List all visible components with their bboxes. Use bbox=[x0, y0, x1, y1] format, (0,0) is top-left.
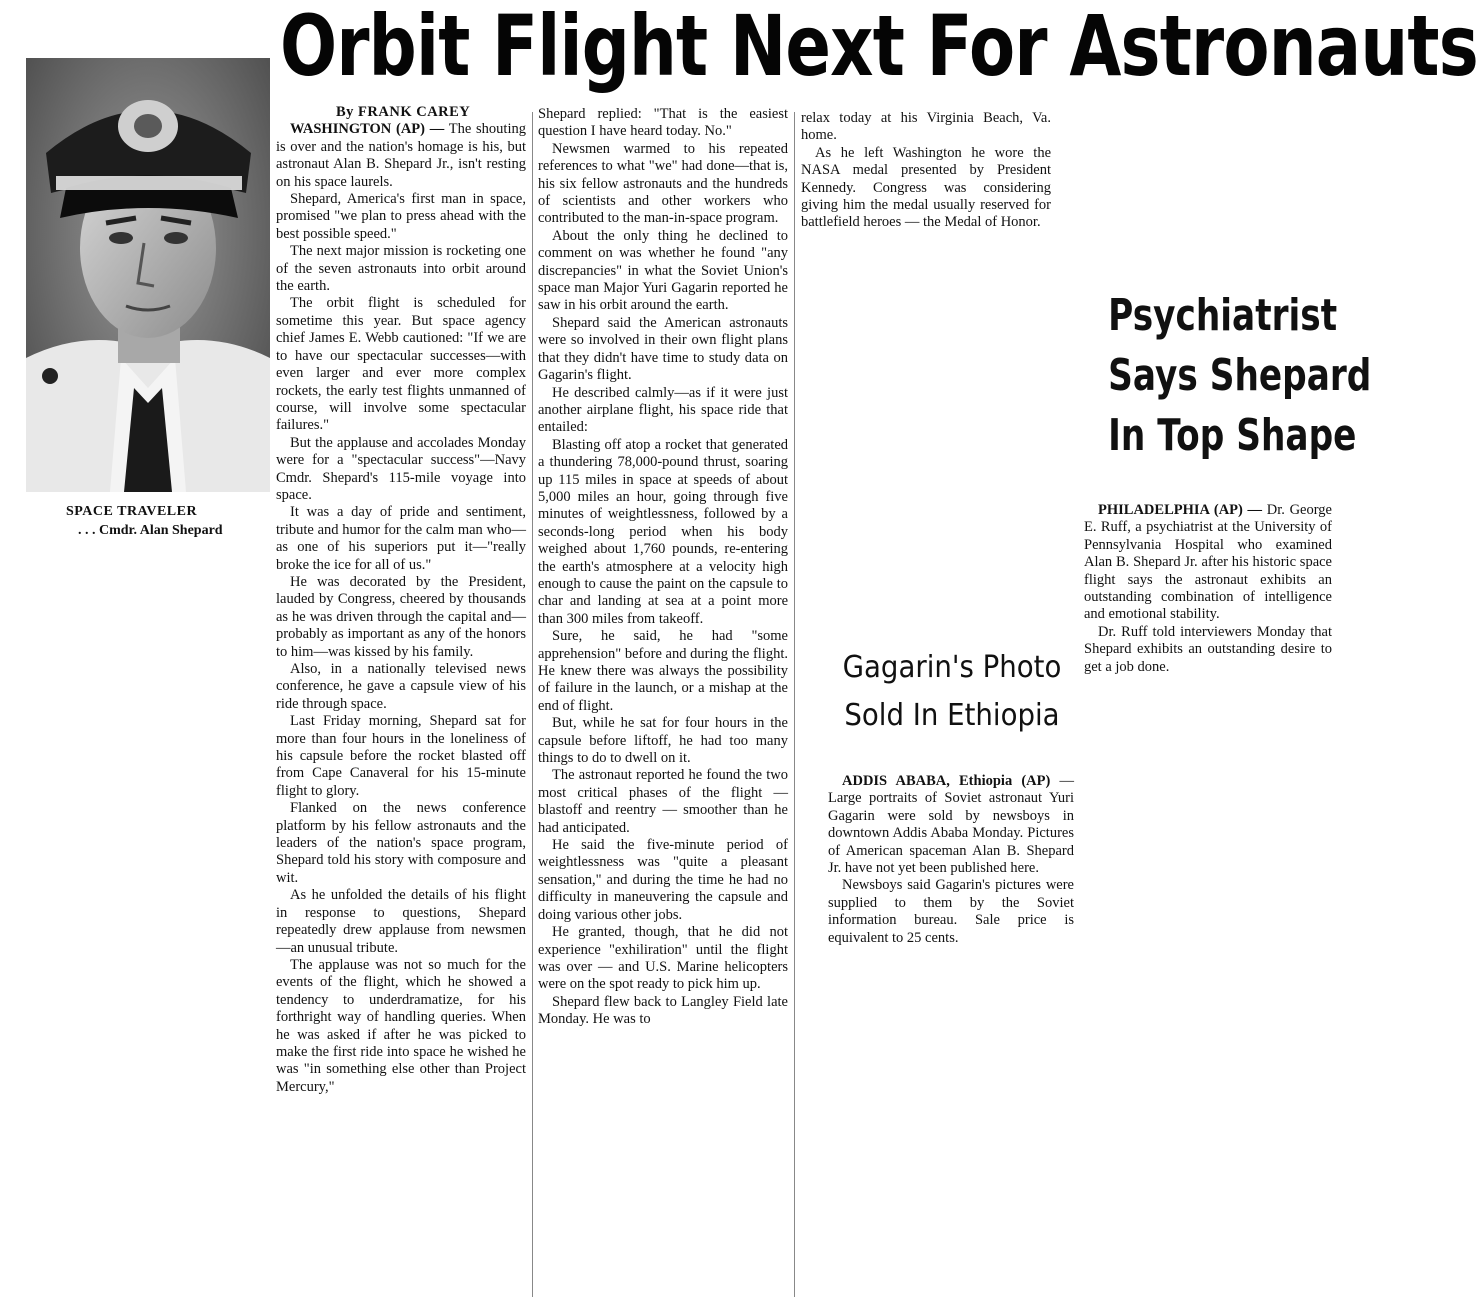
article-paragraph: It was a day of pride and sentiment, tribute and humor for the calm man who—as one of his superiors put it—"really broke the ice for all of us." bbox=[276, 504, 526, 573]
gagarin-story-body bbox=[828, 773, 1074, 989]
article-paragraph: Shepard flew back to Langley Field late Monday. He was to bbox=[538, 993, 788, 1028]
paragraph-text: The shouting is over and the nation's homage is his, but astronaut Alan B. Shepard Jr., isn't resting on his space laurels. bbox=[276, 121, 526, 190]
psychiatrist-headline bbox=[1080, 286, 1372, 466]
article-paragraph bbox=[276, 121, 526, 191]
headline-line: Gagarin's Photo bbox=[842, 650, 1062, 685]
article-paragraph: Newsboys said Gagarin's pictures were supplied to them by the Soviet information bureau. Sale price is equivalent to 25 cents. bbox=[828, 877, 1074, 946]
main-headline: Orbit Flight Next For Astronauts bbox=[280, 0, 1478, 95]
article-paragraph: About the only thing he declined to comment on was whether he found "any discrepancies" in what the Soviet Union's space man Major Yuri Gagarin reported he saw in his orbit around the earth. bbox=[538, 227, 788, 314]
headline-line: In Top Shape bbox=[1108, 410, 1357, 461]
main-story-column-3 bbox=[801, 110, 1051, 270]
article-paragraph: Newsmen warmed to his repeated references to what "we" had done—that is, his six fellow astronauts and the hundreds of scientists and other workers who contributed to the man-in-space program. bbox=[538, 140, 788, 227]
dateline: ADDIS ABABA, Ethiopia (AP) bbox=[842, 773, 1051, 789]
article-paragraph: As he unfolded the details of his flight in response to questions, Shepard repeatedly drew applause from newsmen—an unusual tribute. bbox=[276, 887, 526, 956]
article-paragraph: Sure, he said, he had "some apprehension" before and during the flight. He knew there was always the possibility of failure in the launch, or a mishap at the end of flight. bbox=[538, 628, 788, 714]
article-paragraph: Shepard said the American astronauts were so involved in their own flight plans that they didn't have time to study data on Gagarin's flight. bbox=[538, 314, 788, 384]
photo-caption-title: SPACE TRAVELER bbox=[66, 504, 198, 519]
article-paragraph: Also, in a nationally televised news conference, he gave a capsule view of his ride through space. bbox=[276, 661, 526, 712]
headline-line: Says Shepard bbox=[1108, 350, 1372, 401]
article-paragraph: As he left Washington he wore the NASA medal presented by President Kennedy. Congress was considering giving him the medal usually reserved for battlefield heroes — the Medal of Honor. bbox=[801, 144, 1051, 231]
article-paragraph: Last Friday morning, Shepard sat for more than four hours in the loneliness of his capsule before the rocket blasted off from Cape Canaveral for his 15-minute flight to glory. bbox=[276, 713, 526, 799]
column-rule bbox=[794, 112, 795, 1297]
article-paragraph bbox=[1084, 502, 1332, 624]
article-paragraph: Blasting off atop a rocket that generated a thundering 78,000-pound thrust, soaring up 115 miles in space at speeds of about 5,000 miles an hour, going through five minutes of weightlessness, followed by a seconds-long period when his body weighed about 1,760 pounds, re-entering the earth's atmosphere at a velocity high enough to cause the paint on the capsule to char and landing at sea at a point more than 300 miles from takeoff. bbox=[538, 436, 788, 627]
shepard-portrait-photo bbox=[26, 58, 270, 492]
psychiatrist-story-body bbox=[1084, 502, 1332, 762]
main-story-column-1 bbox=[276, 104, 526, 1300]
article-paragraph bbox=[828, 773, 1074, 877]
article-paragraph: But the applause and accolades Monday were for a "spectacular success"—Navy Cmdr. Shepard's 115-mile voyage into space. bbox=[276, 434, 526, 503]
main-story-column-2 bbox=[538, 106, 788, 1300]
article-paragraph: Shepard replied: "That is the easiest question I have heard today. No." bbox=[538, 106, 788, 140]
dateline: WASHINGTON (AP) — bbox=[290, 121, 445, 138]
article-paragraph: The next major mission is rocketing one of the seven astronauts into orbit around the earth. bbox=[276, 243, 526, 295]
byline: By FRANK CAREY bbox=[336, 104, 471, 120]
headline-line: Sold In Ethiopia bbox=[844, 698, 1060, 733]
article-paragraph: But, while he sat for four hours in the capsule before liftoff, he had too many things to do to dwell on it. bbox=[538, 715, 788, 767]
article-paragraph: Shepard, America's first man in space, promised "we plan to press ahead with the best possible speed." bbox=[276, 191, 526, 242]
article-paragraph: Flanked on the news conference platform by his fellow astronauts and the leaders of the nation's space program, Shepard told his story with composure and wit. bbox=[276, 800, 526, 886]
article-paragraph: He was decorated by the President, lauded by Congress, cheered by thousands as he was driven through the capital and—probably as important as any of the honors to him—was kissed by his family. bbox=[276, 573, 526, 660]
headline-line: Psychiatrist bbox=[1108, 290, 1338, 341]
article-paragraph: Dr. Ruff told interviewers Monday that Shepard exhibits an outstanding desire to get a job done. bbox=[1084, 623, 1332, 675]
dateline: PHILADELPHIA (AP) — bbox=[1098, 502, 1263, 518]
photo-caption-subtitle: . . . Cmdr. Alan Shepard bbox=[78, 523, 223, 538]
paragraph-text: —Large portraits of Soviet astronaut Yuri Gagarin were sold by newsboys in downtown Addis Ababa Monday. Pictures of American spaceman Alan B. Shepard Jr. have not yet been published here. bbox=[828, 773, 1074, 877]
article-paragraph: relax today at his Virginia Beach, Va. home. bbox=[801, 110, 1051, 144]
article-paragraph: The applause was not so much for the events of the flight, which he showed a tendency to underdramatize, for his forthright way of handling queries. When he was asked if after he was picked to make the first ride into space he wished he was "in something else other than Project Mercury," bbox=[276, 956, 526, 1095]
portrait-illustration bbox=[26, 58, 270, 492]
gagarin-headline bbox=[822, 644, 1082, 740]
paragraph-text: Dr. George E. Ruff, a psychiatrist at the University of Pennsylvania Hospital who examined Alan B. Shepard Jr. after his historic space flight says the astronaut exhibits an outstanding combination of intelligence and emotional stability. bbox=[1084, 502, 1332, 623]
article-paragraph: The orbit flight is scheduled for sometime this year. But space agency chief James E. Webb cautioned: "If we are to have our spectacular successes—with even larger and ever more complex rockets, the early test flights unmanned of course, will involve some spectacular failures." bbox=[276, 295, 526, 434]
article-paragraph: He granted, though, that he did not experience "exhiliration" until the flight was over — and U.S. Marine helicopters were on the spot ready to pick him up. bbox=[538, 924, 788, 993]
column-rule bbox=[532, 112, 533, 1297]
article-paragraph: He said the five-minute period of weightlessness was "quite a pleasant sensation," and during the time he had no difficulty in maneuvering the capsule and doing various other jobs. bbox=[538, 837, 788, 923]
article-paragraph: He described calmly—as if it were just another airplane flight, his space ride that entailed: bbox=[538, 384, 788, 436]
article-paragraph: The astronaut reported he found the two most critical phases of the flight — blastoff and reentry — smoother than he had anticipated. bbox=[538, 767, 788, 836]
